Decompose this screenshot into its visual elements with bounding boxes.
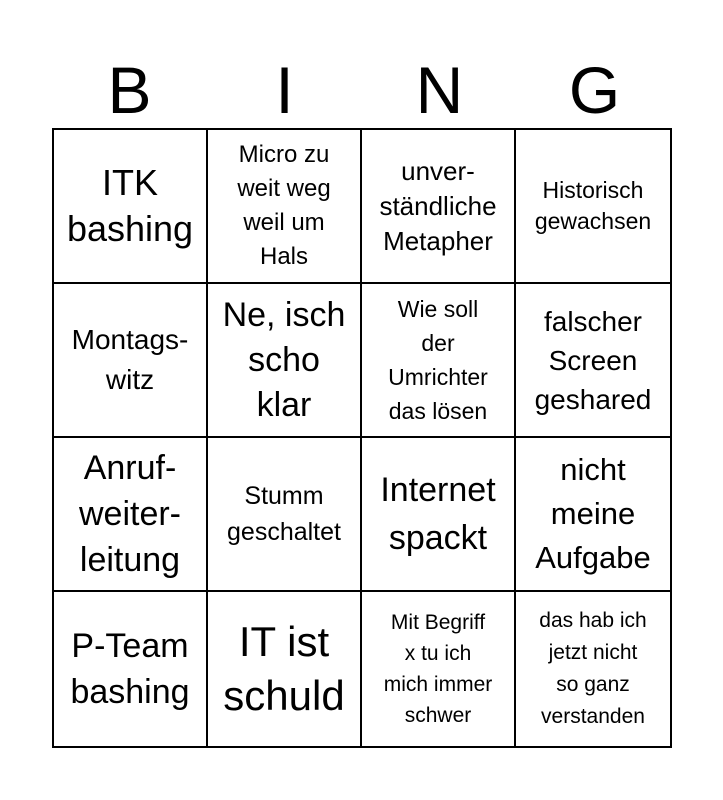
cell-text: Montags- witz: [71, 324, 189, 395]
cell-text: nicht meine Aufgabe: [535, 452, 651, 575]
bingo-cell[interactable]: [362, 130, 516, 284]
bingo-cell[interactable]: [362, 438, 516, 592]
cell-text: unver- ständliche Metapher: [379, 155, 497, 256]
bingo-cell[interactable]: [208, 130, 362, 284]
cell-text: ITK bashing: [66, 162, 194, 249]
cell-text: Mit Begriff x tu ich mich immer schwer: [383, 611, 493, 727]
cell-text: Wie soll der Umrichter das lösen: [388, 296, 488, 424]
bingo-cell[interactable]: [54, 438, 208, 592]
header-letter-b: B: [107, 53, 152, 127]
bingo-cell[interactable]: [208, 592, 362, 746]
cell-text: falscher Screen geshared: [534, 305, 652, 415]
bingo-cell[interactable]: [516, 438, 670, 592]
bingo-cell[interactable]: [516, 592, 670, 746]
cell-text: Anruf- weiter- leitung: [78, 449, 182, 579]
header-letter-i: I: [275, 53, 294, 127]
bingo-cell[interactable]: [208, 284, 362, 438]
cell-text: IT ist schuld: [223, 618, 345, 719]
bingo-cell[interactable]: [516, 130, 670, 284]
bingo-cell[interactable]: [516, 284, 670, 438]
cell-text: Ne, isch scho klar: [222, 295, 346, 424]
cell-text: Micro zu weit weg weil um Hals: [237, 141, 331, 270]
bingo-grid: [52, 128, 672, 748]
bingo-cell[interactable]: [54, 284, 208, 438]
bingo-cell[interactable]: [362, 592, 516, 746]
cell-text: das hab ich jetzt nicht so ganz verstanden: [539, 609, 647, 728]
bingo-cell[interactable]: [54, 592, 208, 746]
cell-text: Internet spackt: [380, 471, 496, 557]
header-letter-n: N: [415, 53, 464, 127]
bingo-cell[interactable]: [54, 130, 208, 284]
header-letter-g: G: [568, 53, 621, 127]
cell-text: Stumm geschaltet: [227, 482, 341, 546]
bingo-cell[interactable]: [208, 438, 362, 592]
bingo-header: [52, 52, 672, 128]
cell-text: P-Team bashing: [70, 627, 190, 711]
bingo-cell[interactable]: [362, 284, 516, 438]
cell-text: Historisch gewachsen: [534, 177, 652, 234]
